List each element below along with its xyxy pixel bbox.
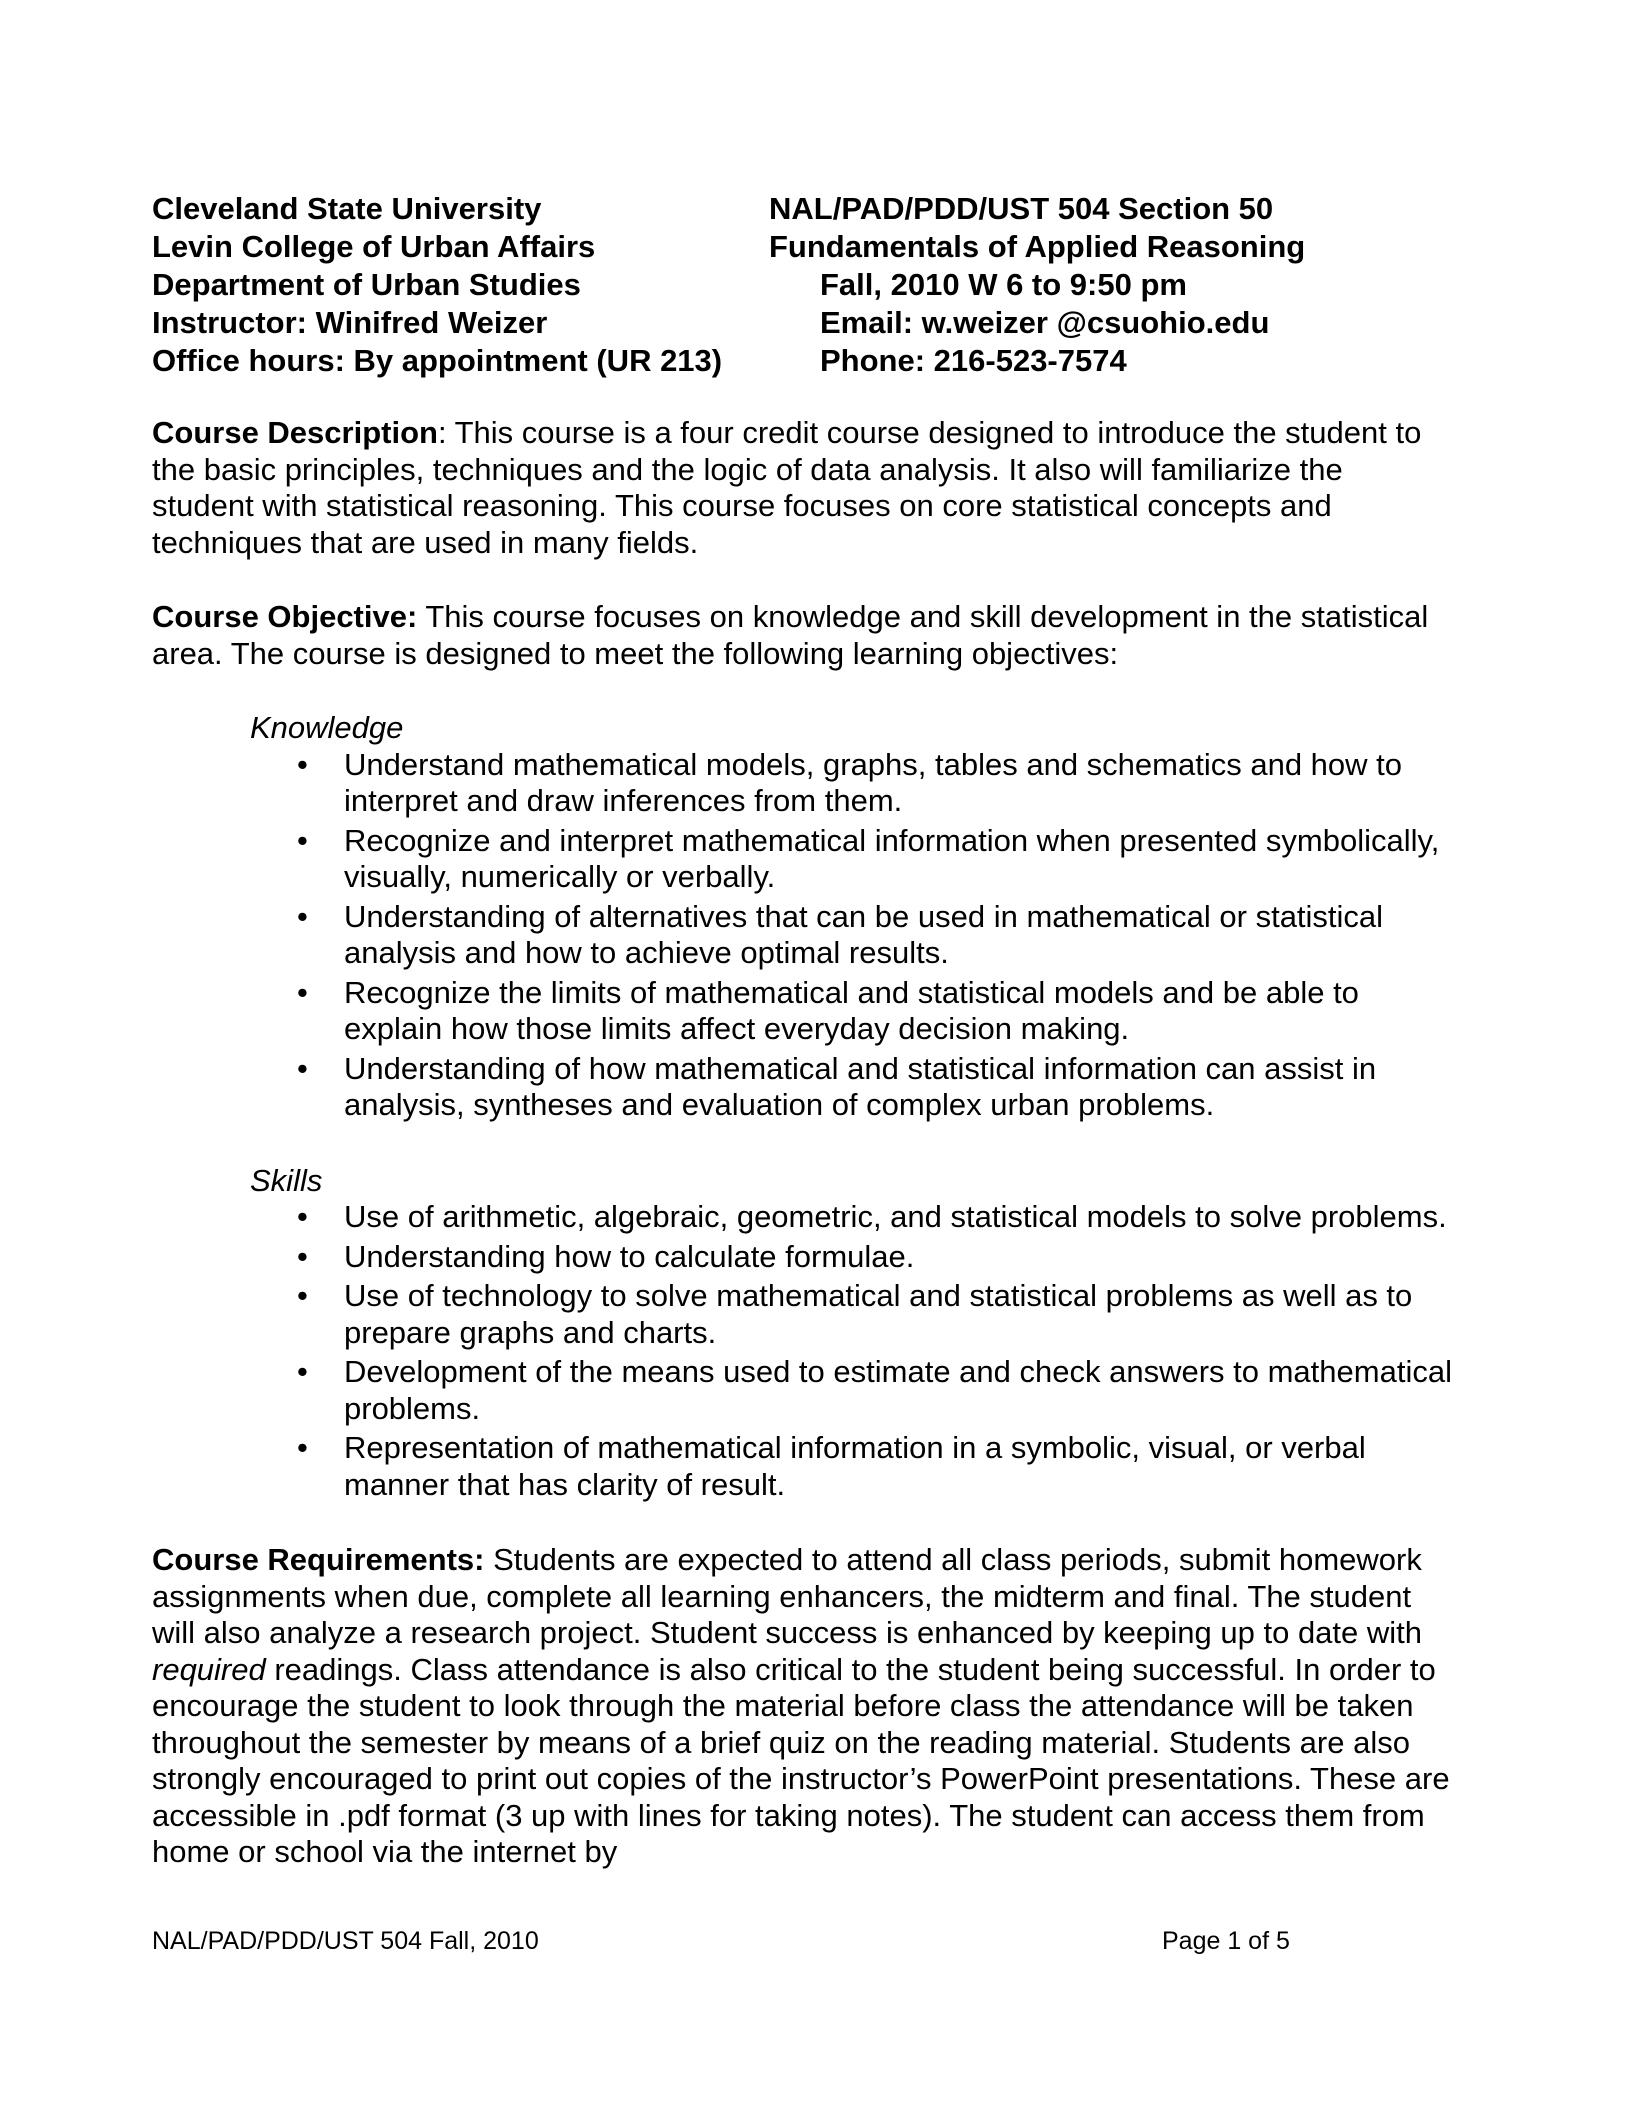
bullet-icon: •	[297, 898, 308, 934]
skills-list	[152, 1199, 1452, 1503]
list-item: • Representation of mathematical information in a symbolic, visual, or verbal manner that has clarity of result.	[297, 1430, 1366, 1502]
list-item: • Understanding of alternatives that can be used in mathematical or statistical analysis and how to achieve optimal results.	[297, 898, 1384, 970]
instructor-email: Email: w.weizer @csuohio.edu	[820, 305, 1270, 340]
list-item: • Use of technology to solve mathematical and statistical problems as well as to prepare graphs and charts.	[297, 1278, 1413, 1350]
bullet-icon: •	[297, 1354, 308, 1389]
header-row	[152, 266, 1452, 304]
footer-course: NAL/PAD/PDD/UST 504 Fall, 2010	[152, 1927, 539, 1955]
bullet-icon: •	[297, 1050, 308, 1086]
bullet-icon: •	[297, 974, 308, 1010]
course-requirements: Course Requirements: Students are expected to attend all class periods, submit homework assignments when due, complete all learning enhancers, the midterm and final. The student will also analyze a research project. Student success is enhanced by keeping up to date with required readings. Class attendance is also critical to the student being successful. In order to encourage the student to look through the material before class the attendance will be taken throughout the semester by means of a brief quiz on the reading material. Students are also strongly encouraged to print out copies of the instructor’s PowerPoint presentations. These are accessible in .pdf format (3 up with lines for taking notes). The student can access them from home or school via the internet by	[152, 1542, 1450, 1869]
syllabus-header	[152, 190, 1452, 380]
course-description	[152, 415, 1452, 561]
header-row	[152, 228, 1452, 266]
office-hours: Office hours: By appointment (UR 213)	[152, 343, 723, 378]
knowledge-list	[152, 747, 1452, 1124]
course-title: Fundamentals of Applied Reasoning	[769, 229, 1306, 264]
list-item: • Understanding how to calculate formulae.	[297, 1238, 915, 1274]
description-label: Course Description	[152, 415, 438, 450]
bullet-icon: •	[297, 1430, 308, 1465]
bullet-icon: •	[297, 1278, 308, 1313]
skills-heading: Skills	[250, 1162, 323, 1198]
list-item: • Recognize and interpret mathematical information when presented symbolically, visually, numerically or verbally.	[297, 822, 1440, 894]
university-name: Cleveland State University	[152, 191, 542, 226]
list-item: • Development of the means used to estimate and check answers to mathematical problems.	[297, 1354, 1452, 1426]
course-schedule: Fall, 2010 W 6 to 9:50 pm	[820, 267, 1187, 302]
header-row	[152, 342, 1452, 380]
header-row	[152, 304, 1452, 342]
instructor-name: Instructor: Winifred Weizer	[152, 305, 548, 340]
bullet-icon: •	[297, 1199, 308, 1234]
objective-text: This course focuses on knowledge and skill development in the statistical area. The course is designed to meet the following learning objectives:	[152, 599, 1429, 671]
required-emphasis: required	[152, 1651, 266, 1687]
department-name: Department of Urban Studies	[152, 267, 581, 302]
course-objective	[152, 599, 1452, 672]
page-number: Page 1 of 5	[1162, 1927, 1290, 1955]
description-text: : This course is a four credit course designed to introduce the student to the basic principles, techniques and the logic of data analysis. It also will familiarize the student with statistical reasoning. This course focuses on core statistical concepts and techniques that are used in many fields.	[152, 415, 1422, 560]
knowledge-heading: Knowledge	[250, 710, 404, 745]
list-item: • Use of arithmetic, algebraic, geometric, and statistical models to solve problems.	[297, 1199, 1447, 1234]
requirements-label: Course Requirements:	[152, 1542, 485, 1577]
list-item: • Understand mathematical models, graphs, tables and schematics and how to interpret and draw inferences from them.	[297, 746, 1403, 818]
syllabus-body	[152, 415, 1452, 1871]
header-row	[152, 190, 1452, 228]
bullet-icon: •	[297, 822, 308, 858]
course-code: NAL/PAD/PDD/UST 504 Section 50	[769, 191, 1274, 226]
objective-label: Course Objective:	[152, 599, 418, 634]
bullet-icon: •	[297, 746, 308, 782]
list-item: • Understanding of how mathematical and statistical information can assist in analysis, syntheses and evaluation of complex urban problems.	[297, 1050, 1377, 1122]
college-name: Levin College of Urban Affairs	[152, 229, 596, 264]
bullet-icon: •	[297, 1238, 308, 1274]
list-item: • Recognize the limits of mathematical and statistical models and be able to explain how those limits affect everyday decision making.	[297, 974, 1359, 1046]
instructor-phone: Phone: 216-523-7574	[820, 343, 1127, 378]
